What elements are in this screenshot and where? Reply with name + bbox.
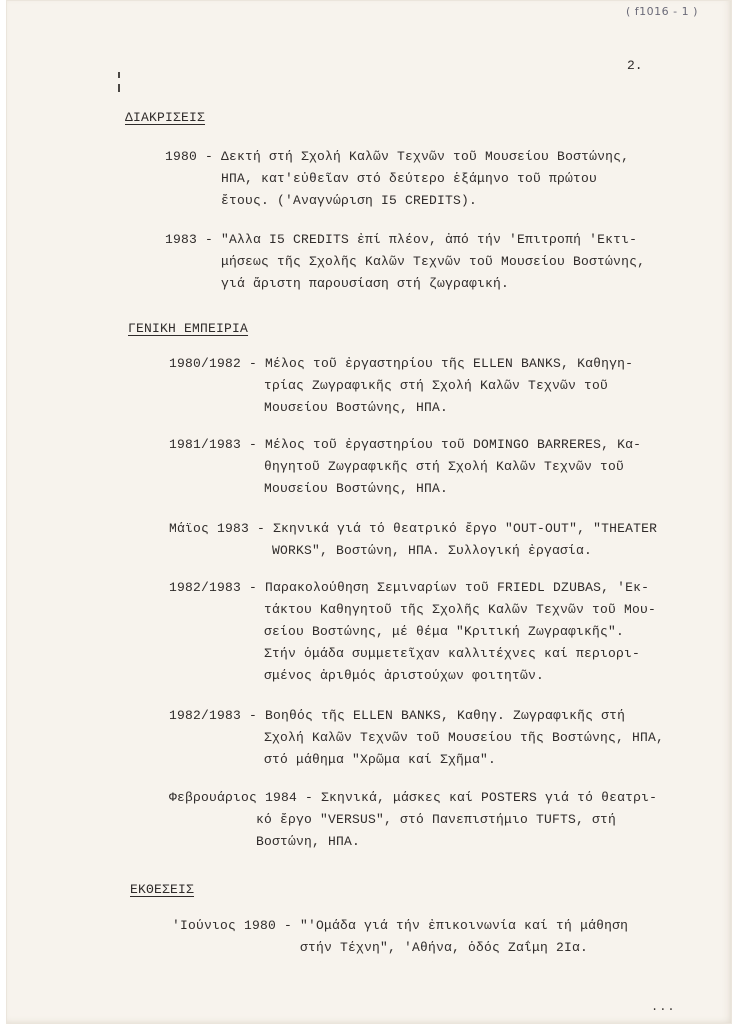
entry-line: Φεβρουάριος 1984 - Σκηνικά, μάσκες καί POSTERS γιά τό θεατρι- xyxy=(169,790,658,805)
entry-line: 1983 - "Αλλα Ι5 CREDITS ἐπί πλέον, ἀπό τήν 'Επιτροπή 'Εκτι- xyxy=(165,232,638,247)
entry-line: στό μάθημα "Χρῶμα καί Σχῆμα". xyxy=(264,752,497,767)
entry-line: ΗΠΑ, κατ'εὐθεῖαν στό δεύτερο ἑξάμηνο τοῦ πρώτου xyxy=(221,171,598,186)
entry-line: κό ἔργο "VERSUS", στό Πανεπιστήμιο TUFTS, στή xyxy=(256,812,617,827)
entry-line: 1981/1983 - Μέλος τοῦ ἐργαστηρίου τοῦ DOMINGO BARRERES, Κα- xyxy=(169,437,642,452)
entry-line: τρίας Ζωγραφικῆς στή Σχολή Καλῶν Τεχνῶν τοῦ xyxy=(264,378,609,393)
entry-line: θηγητοῦ Ζωγραφικῆς στή Σχολή Καλῶν Τεχνῶν τοῦ xyxy=(264,459,625,474)
page-number: 2. xyxy=(627,58,643,73)
entry-line: WORKS", Βοστώνη, ΗΠΑ. Συλλογική ἐργασία. xyxy=(272,543,593,558)
entry-line: Σχολή Καλῶν Τεχνῶν τοῦ Μουσείου τῆς Βοστώνης, ΗΠΑ, xyxy=(264,730,665,745)
entry-line: Βοστώνη, ΗΠΑ. xyxy=(256,834,361,849)
entry-line: Μουσείου Βοστώνης, ΗΠΑ. xyxy=(264,481,449,496)
margin-mark xyxy=(118,84,120,92)
document-page xyxy=(6,0,732,1024)
entry-line: τάκτου Καθηγητοῦ τῆς Σχολῆς Καλῶν Τεχνῶν τοῦ Μου- xyxy=(264,602,657,617)
entry-line: σμένος ἀριθμός ἀριστούχων φοιτητῶν. xyxy=(264,668,545,683)
entry-line: Μάϊος 1983 - Σκηνικά γιά τό θεατρικό ἔργο "OUT-OUT", "THEATER xyxy=(169,521,658,536)
entry-line: στήν Τέχνη", 'Αθήνα, ὁδός Ζαΐμη 2Ια. xyxy=(300,940,589,955)
entry-line: γιά ἄριστη παρουσίαση στή ζωγραφική. xyxy=(221,276,510,291)
margin-mark xyxy=(118,72,120,78)
continuation-mark: ... xyxy=(651,1000,676,1014)
entry-line: σείου Βοστώνης, μέ θέμα "Κριτική Ζωγραφικῆς". xyxy=(264,624,625,639)
section-heading-awards: ΔΙΑΚΡΙΣΕΙΣ xyxy=(125,110,206,125)
section-heading-experience: ΓΕΝΙΚΗ ΕΜΠΕΙΡΙΑ xyxy=(128,321,249,336)
entry-line: 1982/1983 - Βοηθός τῆς ELLEN BANKS, Καθηγ. Ζωγραφικῆς στή xyxy=(169,708,626,723)
entry-line: 'Ιούνιος 1980 - "'Ομάδα γιά τήν ἐπικοινωνία καί τή μάθηση xyxy=(172,918,629,933)
entry-line: Μουσείου Βοστώνης, ΗΠΑ. xyxy=(264,400,449,415)
entry-line: 1982/1983 - Παρακολούθηση Σεμιναρίων τοῦ FRIEDL DZUBAS, 'Εκ- xyxy=(169,580,650,595)
entry-line: Στήν ὁμάδα συμμετεῖχαν καλλιτέχνες καί περιορι- xyxy=(264,646,641,661)
section-heading-exhibitions: ΕΚΘΕΣΕΙΣ xyxy=(130,882,195,897)
archive-code: ( f1016 - 1 ) xyxy=(626,5,698,18)
entry-line: μήσεως τῆς Σχολῆς Καλῶν Τεχνῶν τοῦ Μουσείου Βοστώνης, xyxy=(221,254,646,269)
entry-line: ἔτους. ('Αναγνώριση Ι5 CREDITS). xyxy=(221,193,478,208)
entry-line: 1980/1982 - Μέλος τοῦ ἐργαστηρίου τῆς ELLEN BANKS, Καθηγη- xyxy=(169,356,634,371)
entry-line: 1980 - Δεκτή στή Σχολή Καλῶν Τεχνῶν τοῦ Μουσείου Βοστώνης, xyxy=(165,149,630,164)
